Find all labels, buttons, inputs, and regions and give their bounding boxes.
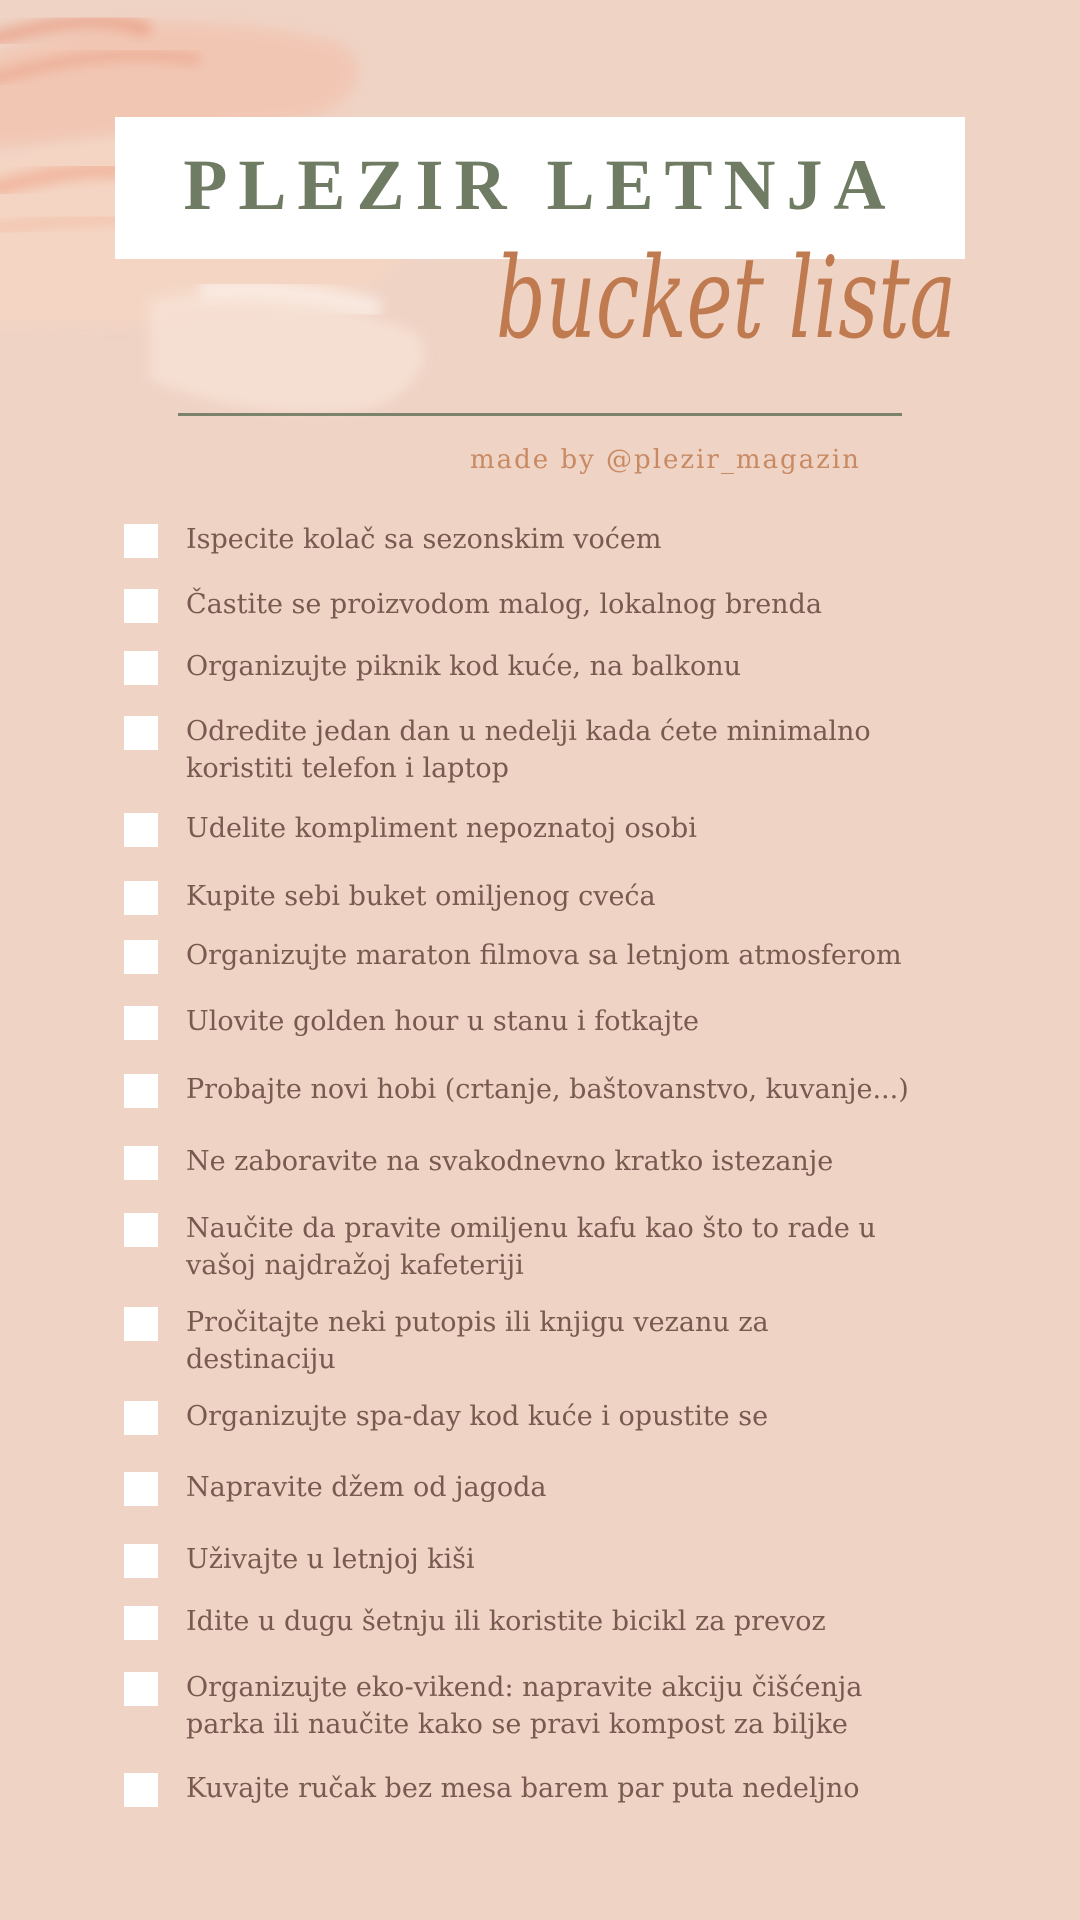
checklist-item-line: Ispecite kolač sa sezonskim voćem [186, 524, 662, 555]
checklist-checkbox[interactable] [124, 940, 158, 974]
checklist-item-text [186, 713, 1080, 787]
checklist-item-line: Organizujte piknik kod kuće, na balkonu [186, 651, 742, 682]
checklist-item-text [186, 1398, 1080, 1435]
checklist-item-line: destinaciju [186, 1344, 336, 1375]
checklist-item-text [186, 1210, 1080, 1284]
page-title: PLEZIR LETNJA [183, 145, 897, 225]
checklist-checkbox[interactable] [124, 1074, 158, 1108]
checklist-item-line: Častite se proizvodom malog, lokalnog brenda [186, 589, 822, 620]
checklist-checkbox[interactable] [124, 1146, 158, 1180]
script-subtitle-text: bucket lista [496, 234, 956, 364]
checklist-item-line: Kupite sebi buket omiljenog cveća [186, 881, 656, 912]
checklist-item-line: Organizujte spa-day kod kuće i opustite se [186, 1401, 769, 1432]
checklist-item-line: Idite u dugu šetnju ili koristite bicikl za prevoz [186, 1606, 826, 1637]
checklist-item-line: Ne zaboravite na svakodnevno kratko istezanje [186, 1146, 834, 1177]
checklist-item-text [186, 878, 1080, 915]
checklist-checkbox[interactable] [124, 1773, 158, 1807]
checklist-checkbox[interactable] [124, 1006, 158, 1040]
checklist-item-line: Pročitajte neki putopis ili knjigu vezanu za [186, 1307, 769, 1338]
checklist-checkbox[interactable] [124, 1472, 158, 1506]
checklist-item-line: Organizujte eko-vikend: napravite akciju čišćenja [186, 1672, 863, 1703]
checklist-checkbox[interactable] [124, 1307, 158, 1341]
checklist-checkbox[interactable] [124, 716, 158, 750]
checklist-item-text [186, 1770, 1080, 1807]
checklist-item-text [186, 1603, 1080, 1640]
checklist-checkbox[interactable] [124, 881, 158, 915]
checklist-item-line: Kuvajte ručak bez mesa barem par puta nedeljno [186, 1773, 860, 1804]
credit-text: made by @plezir_magazin [470, 445, 861, 475]
checklist-item-text [186, 1003, 1080, 1040]
checklist-item-text [186, 937, 1080, 974]
checklist-checkbox[interactable] [124, 589, 158, 623]
checklist-item-line: koristiti telefon i laptop [186, 753, 509, 784]
checklist-checkbox[interactable] [124, 813, 158, 847]
checklist-item-line: vašoj najdražoj kafeteriji [186, 1250, 524, 1281]
checklist-item-line: Ulovite golden hour u stanu i fotkajte [186, 1006, 699, 1037]
checklist-checkbox[interactable] [124, 524, 158, 558]
checklist-item-line: Napravite džem od jagoda [186, 1472, 547, 1503]
checklist-checkbox[interactable] [124, 1544, 158, 1578]
checklist-item-line: Odredite jedan dan u nedelji kada ćete minimalno [186, 716, 871, 747]
checklist-item-line: Udelite kompliment nepoznatoj osobi [186, 813, 697, 844]
checklist-checkbox[interactable] [124, 1672, 158, 1706]
checklist-checkbox[interactable] [124, 1401, 158, 1435]
checklist-item-line: Naučite da pravite omiljenu kafu kao što to rade u [186, 1213, 876, 1244]
checklist-item-text [186, 810, 1080, 847]
checklist-checkbox[interactable] [124, 1213, 158, 1247]
checklist-item-line: Organizujte maraton filmova sa letnjom atmosferom [186, 940, 902, 971]
checklist-checkbox[interactable] [124, 651, 158, 685]
checklist-item-text [186, 586, 1080, 623]
checklist-item-text [186, 648, 1080, 685]
script-subtitle [486, 215, 966, 375]
divider-line [178, 413, 902, 416]
checklist-item-text [186, 521, 1080, 558]
checklist-checkbox[interactable] [124, 1606, 158, 1640]
checklist-item-text [186, 1304, 1080, 1378]
checklist-item-text [186, 1669, 1080, 1743]
checklist-item-line: Uživajte u letnjoj kiši [186, 1544, 475, 1575]
checklist-item-text [186, 1071, 1080, 1108]
checklist-item-line: Probajte novi hobi (crtanje, baštovanstvo, kuvanje...) [186, 1074, 909, 1105]
checklist-item-text [186, 1143, 1080, 1180]
checklist-item-line: parka ili naučite kako se pravi kompost za biljke [186, 1709, 848, 1740]
checklist-item-text [186, 1541, 1080, 1578]
checklist-item-text [186, 1469, 1080, 1506]
